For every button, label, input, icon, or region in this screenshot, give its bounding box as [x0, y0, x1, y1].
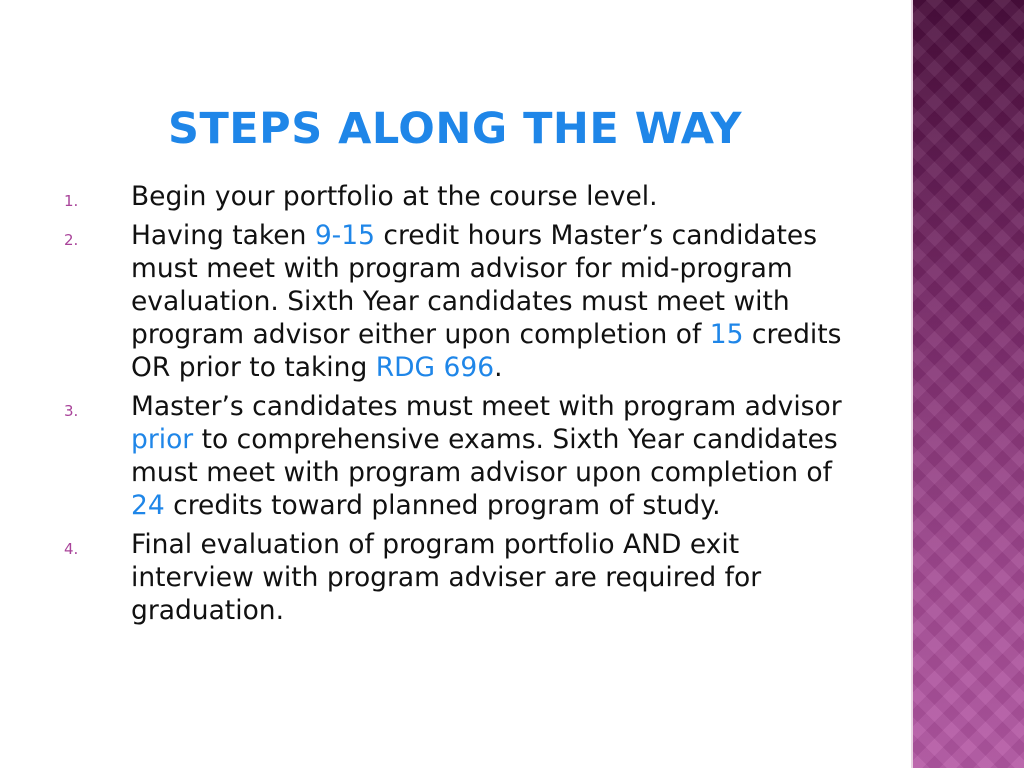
- text-segment: credit hours Master’s candidates must meet with program advisor for mid-program evaluation. Sixth Year candidates must meet with program advisor either upon completion of: [131, 220, 818, 350]
- list-item-text: [131, 180, 861, 213]
- steps-list: [0, 180, 900, 633]
- text-segment: credits OR prior to taking: [131, 319, 842, 383]
- text-segment: Having taken: [131, 220, 315, 251]
- highlighted-text: 24: [131, 490, 165, 521]
- list-item: [0, 180, 900, 213]
- list-item-number: 1.: [64, 192, 79, 210]
- text-segment: .: [494, 352, 503, 383]
- slide-title: STEPS ALONG THE WAY: [168, 104, 743, 154]
- list-item-text: [131, 390, 861, 522]
- list-item-text: [131, 219, 861, 384]
- list-item: [0, 528, 900, 627]
- highlighted-text: RDG 696: [375, 352, 495, 383]
- decorative-side-band: [913, 0, 1024, 768]
- text-segment: to comprehensive exams. Sixth Year candidates must meet with program advisor upon completion of: [131, 424, 838, 488]
- text-segment: Final evaluation of program portfolio AND exit interview with program adviser are required for graduation.: [131, 529, 762, 626]
- highlighted-text: prior: [131, 424, 194, 455]
- list-item-number: 3.: [64, 402, 79, 420]
- text-segment: Begin your portfolio at the course level.: [131, 181, 658, 212]
- list-item-number: 4.: [64, 540, 79, 558]
- list-item: [0, 390, 900, 522]
- highlighted-text: 9-15: [314, 220, 375, 251]
- list-item: [0, 219, 900, 384]
- list-item-number: 2.: [64, 231, 79, 249]
- highlighted-text: 15: [709, 319, 744, 350]
- text-segment: Master’s candidates must meet with program advisor: [131, 391, 842, 422]
- text-segment: credits toward planned program of study.: [164, 490, 721, 521]
- list-item-text: [131, 528, 861, 627]
